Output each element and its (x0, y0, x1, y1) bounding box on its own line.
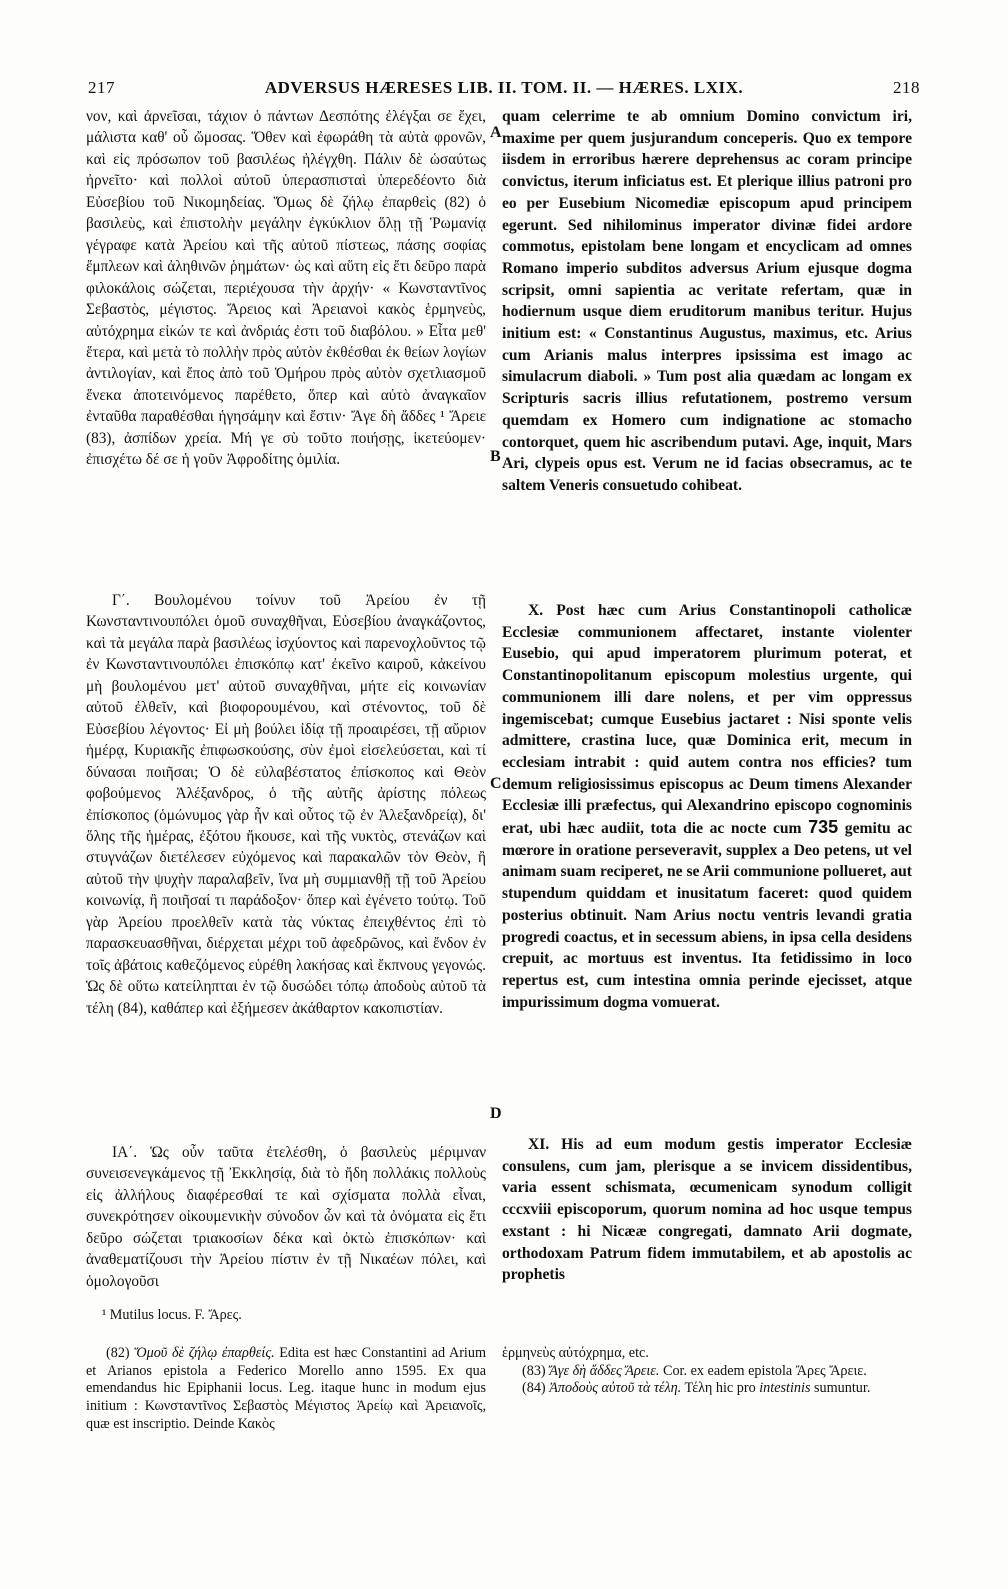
footnote-lemma: Ἀποδοὺς αὐτοῦ τὰ τέλη. (549, 1380, 682, 1397)
footnote-continuation (502, 1345, 912, 1398)
footnote-body: Cor. ex eadem epistola Ἄρες Ἄρειε. (663, 1362, 867, 1379)
footnote-text: ἑρμηνεὺς αὐτόχρημα, etc. (502, 1345, 649, 1361)
margin-marker-d: D (490, 1105, 502, 1122)
footnote-82 (86, 1345, 486, 1434)
latin-text: gemitu ac mœrore in oratione perseveravit, supplex a Deo petens, ut vel animam suam reciperet, ne se Arii communione pollueret, aut stupendum quiddam et inusitatum faceret: quod quidem posterius obtinuit. Nam Arius noctu ventris levandi gratia progredi coactus, et in secessum abiens, in ipsa cella desidens crepuit, ac mortuus est inventus. Ita fetidissimo in loco repertus est, cum intestina omnia perinde ejecisset, atque impurissimum dogma vomuerat. (502, 820, 913, 1011)
footnote-number: (84) (522, 1380, 546, 1397)
latin-text: X. Post hæc cum Arius Constantinopoli catholicæ Ecclesiæ communionem affectaret, instante violenter Eusebio, qui apud imperatorem plurimum poterat, et Constantinopolitanum episcopum molestius urgente, qui communionem illi dare nolens, et per vim oppressus ingemiscebat; cumque Eusebius jactaret : Nisi sponte velis admittere, crastina luce, quæ Dominica erit, mecum in ecclesiam intrabit : quid autem contra nos efficies? tum demum religiosissimus episcopus ac Deum timens Alexander Ecclesiæ illi præfectus, qui Alexandrino episcopo cognominis erat, ubi hæc audiit, tota die ac nocte cum (502, 602, 912, 838)
footnote-1 (86, 1307, 486, 1325)
greek-column-p1 (86, 106, 486, 471)
footnote-number: (83) (522, 1362, 546, 1379)
footnote-body: Edita est hæc Constantini ad Arium et Arianos epistola a Federico Morello anno 1595. Ex qua emendandus hic Epiphanii locus. Leg. itaque hunc in modum ejus initium : Κωνσταντῖνος Σεβαστὸς Μέγιστος Ἀρείῳ καὶ Ἀρειανοῖς, quæ est inscriptio. Deinde Κακὸς (86, 1345, 486, 1432)
margin-marker-c: C (490, 775, 502, 792)
footnote-body: Τέλη hic pro (684, 1380, 756, 1397)
footnote-lemma: Ἄγε δὴ ἄδδες Ἄρειε. (549, 1362, 660, 1379)
running-header (88, 78, 920, 104)
running-title: ADVERSUS HÆRESES LIB. II. TOM. II. — HÆRES. LXIX. (264, 78, 744, 97)
footnote-text: ¹ Mutilus locus. F. Ἄρες. (102, 1307, 242, 1323)
latin-column-p3 (502, 1134, 912, 1286)
footnote-lemma: Ὅμοῦ δὲ ζήλῳ ἐπαρθείς. (134, 1345, 275, 1361)
greek-paragraph: νον, καὶ ἀρνεῖσαι, τάχιον ὁ πάντων Δεσπότης ἐλέγξαι σε ἔχει, μάλιστα καθ' οὗ ὤμοσας. Ὅθεν καὶ ἐφωράθη τὰ αὐτὰ φρονῶν, καὶ εἰς πρόσωπον τοῦ βασιλέως ἠλέγχθη. Πάλιν δὲ ὡσαύτως ἠρνεῖτο· καὶ πολλοὶ αὐτοῦ ὑπερασπισταὶ ὑπερεδέοντο διὰ Εὐσεβίου τοῦ Νικομηδείας. Ὅμως δὲ ζήλῳ ἐπαρθεὶς (82) ὁ βασιλεὺς, καὶ ἐπιστολὴν μεγάλην ἐγκύκλιον ὅλῃ τῇ Ῥωμανίᾳ γέγραφε κατὰ Ἀρείου καὶ τῆς αὐτοῦ πίστεως, πάσης σοφίας ἔμπλεων καὶ ἀληθινῶν ῥημάτων· ὡς καὶ αὕτη εἰς ἔτι δεῦρο παρὰ φιλοκάλοις σώζεται, περιέχουσα τὴν ἀρχήν· « Κωνσταντῖνος Σεβαστὸς, μέγιστος. Ἄρειος καὶ Ἀρειανοὶ κακὸς ἑρμηνεὺς, αὐτόχρημα εἰκών τε καὶ ἀνδριάς ἐστι τοῦ διαβόλου. » Εἶτα μεθ' ἕτερα, καὶ μετὰ τὸ πολλὴν πρὸς αὐτὸν ἐκθέσθαι ἐκ θείων λογίων ἀντιλογίαν, καὶ ἔπος ἀπὸ τοῦ Ὁμήρου πρὸς αὐτὸν σχετλιασμοῦ ἕνεκα ἀποτεινόμενος παρέθετο, ὅπερ καὶ αὐτὸ ἀναγκαῖον ἐνταῦθα παραθέσθαι ἡγησάμην καὶ ἔστιν· Ἄγε δὴ ἄδδες ¹ Ἄρειε (83), ἀσπίδων χρεία. Μή γε σὺ τοῦτο ποιήσῃς, ἱκετεύομεν· ἐπισχέτω δέ σε ἡ γοῦν Ἀφροδίτης ὁμιλία. (86, 108, 486, 469)
greek-paragraph: Γ΄. Βουλομένου τοίνυν τοῦ Ἀρείου ἐν τῇ Κωνσταντινουπόλει ὁμοῦ συναχθῆναι, Εὐσεβίου ἀναγκάζοντος, καὶ τὰ μεγάλα παρὰ βασιλέως ἰσχύοντος καὶ παρενοχλοῦντος τῷ ἐν Κωνσταντινουπόλει ἐπισκόπῳ κατ' ἐκεῖνο καιροῦ, κἀκείνου μὴ βουλομένου μετ' αὐτοῦ συναχθῆναι, μήτε εἰς κοινωνίαν αὐτοῦ ἐλθεῖν, καὶ βιοφορουμένου, καὶ στένοντος, τοῦ δὲ Εὐσεβίου λέγοντος· Εἰ μὴ βούλει ἰδίᾳ τῇ προαιρέσει, τῇ αὔριον ἡμέρᾳ, Κυριακῆς ἐπιφωσκούσης, σὺν ἐμοὶ εἰσελεύσεται, καὶ τί δύνασαι ποιῆσαι; Ὁ δὲ εὐλαβέστατος ἐπίσκοπος καὶ Θεὸν φοβούμενος Ἀλέξανδρος, ὁ τῆς αὐτῆς ἀρίστης πόλεως ἐπίσκοπος (ὁμώνυμος γὰρ ἦν καὶ οὗτος τῷ ἐν Ἀλεξανδρείᾳ), δι' ὅλης τῆς ἡμέρας, ἐξότου ἤκουσε, καὶ τῆς νυκτὸς, στενάζων καὶ στυγνάζων διετέλεσεν εὐχόμενος καὶ παρακαλῶν τὸν Θεὸν, ἢ αὐτοῦ τὴν ψυχὴν παραλαβεῖν, ἵνα μὴ συμμιανθῇ τῇ τοῦ Ἀρείου κοινωνίᾳ, ἢ ποιῆσαί τι παράδοξον· ὅπερ καὶ ἐγένετο τούτῳ. Τοῦ γὰρ Ἀρείου προελθεῖν κατὰ τὰς νύκτας ἐπειχθέντος ἐπὶ τὸ παρασκευασθῆναι, διέρχεται μέχρι τοῦ ἀφεδρῶνος, καὶ ἔνδον ἐν τοῖς ἀβάτοις καθεζόμενος εὑρέθη λακήσας καὶ ἔκπνους γεγονώς. Ὡς δὲ οὕτω κατείληπται ἐν τῷ δυσώδει τόπῳ ἀποδοὺς αὐτοῦ τὰ τέλη (84), καθάπερ καὶ ἐξήμεσεν ἀκάθαρτον κακοπιστίαν. (86, 592, 486, 1017)
margin-marker-b: B (490, 448, 501, 465)
margin-marker-a: A (490, 124, 502, 141)
footnote-body-italic: intestinis (759, 1380, 811, 1397)
page-number-right: 218 (893, 78, 920, 97)
greek-paragraph: ΙΑ΄. Ὡς οὖν ταῦτα ἐτελέσθη, ὁ βασιλεὺς μέριμναν συνεισενεγκάμενος τῇ Ἐκκλησίᾳ, διὰ τὸ ἤδη πολλάκις πολλοὺς εἰς ἀλλήλους διαφέρεσθαί τε καὶ σχίσματα πολλὰ εἶναι, συνεκρότησεν οἰκουμενικὴν σύνοδον ὧν καὶ τὰ ὀνόματα εἰς ἔτι δεῦρο σώζεται τριακοσίων δέκα καὶ ὀκτὼ ἐπισκόπων· καὶ ἀναθεματίζουσι τὴν Ἀρείου πίστιν ἐν τῇ Νικαέων πόλει, καὶ ὁμολογοῦσι (86, 1144, 486, 1290)
latin-column-p2 (502, 600, 912, 1013)
footnote-84 (502, 1380, 912, 1398)
column-number: 735 (808, 817, 839, 838)
footnote-83 (502, 1363, 912, 1381)
latin-column-p1 (502, 106, 912, 497)
footnote-number: (82) (106, 1345, 130, 1361)
page-number-left: 217 (88, 78, 115, 97)
latin-paragraph: XI. His ad eum modum gestis imperator Ecclesiæ consulens, cum jam, plerisque a se invicem dissidentibus, varia essent schismata, œcumenicam synodum colligit cccxviii episcoporum, quorum nomina ad hoc usque tempus exstant : hi Nicææ congregati, damnato Arii dogmate, orthodoxam Patrum fidem immutabilem, et ab apostolis ac prophetis (502, 1136, 912, 1284)
greek-column-p2 (86, 590, 486, 1019)
greek-column-p3 (86, 1142, 486, 1292)
footnote-text (86, 1345, 486, 1434)
footnote-body-end: sumuntur. (814, 1380, 871, 1397)
latin-paragraph (502, 600, 912, 1013)
latin-paragraph: quam celerrime te ab omnium Domino convictum iri, maxime per quem jusjurandum conceperis. Quo ex tempore iisdem in erroribus hærere deprehensus ac coram principe convictus, iterum inficiatus est. Et plerique illius patroni pro eo per Eusebium Nicomediæ episcopum apud principem egerunt. Sed nihilominus imperator divinæ fidei ardore commotus, epistolam bene longam et encyclicam ad omnes Romano imperio subditos adversus Arium ejusque dogma scripsit, omni sapientia ac veritate refertam, quæ in hodiernum usque diem eruditorum manibus teritur. Hujus initium est: « Constantinus Augustus, maximus, etc. Arius cum Arianis malus interpres ipsissima est imago ac simulacrum diaboli. » Tum post alia quædam ac longam ex Scripturis sacris illius refutationem, postremo versum quemdam ex Homero cum indignatione ac stomacho contorquet, quem hic ascribendum putavi. Age, inquit, Mars Ari, clypeis opus est. Verum ne id facias obsecramus, ac te saltem Veneris consuetudo cohibeat. (502, 108, 912, 494)
